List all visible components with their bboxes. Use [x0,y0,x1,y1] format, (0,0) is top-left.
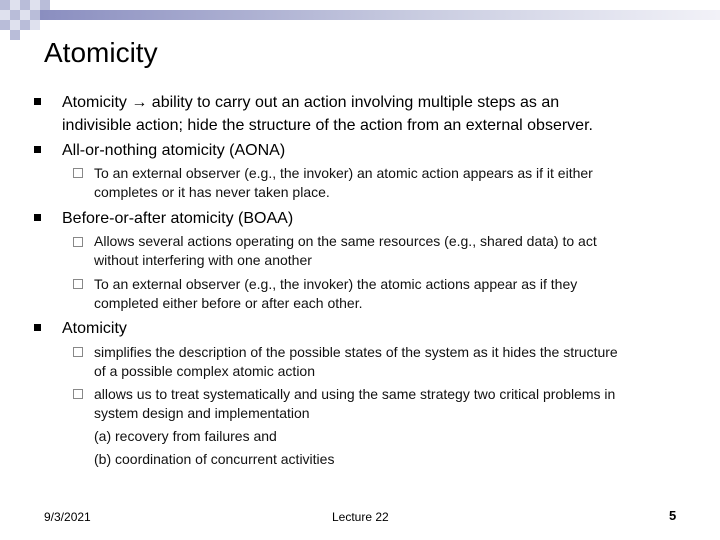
bullet-1-line2: indivisible action; hide the structure of the action from an external observer. [62,117,593,134]
bullet-3-sub-1-line1: Allows several actions operating on the same resources (e.g., shared data) to act [94,233,597,249]
bullet-4-sub-2-line2: system design and implementation [94,405,310,421]
right-arrow-icon: → [131,94,148,111]
bullet-2-text: All-or-nothing atomicity (AONA) [62,142,286,159]
bullet-1-line1 [62,91,559,114]
header-grid-decoration [0,0,720,40]
bullet-4-extra-2: (b) coordination of concurrent activities [94,451,335,467]
footer-date: 9/3/2021 [44,510,91,524]
bullet-4-text: Atomicity [62,320,127,337]
bullet-square-icon [34,98,41,105]
slide-title: Atomicity [44,37,158,68]
bullet-3-sub-2-line2: completed either before or after each other. [94,295,363,311]
bullet-square-icon [34,214,41,221]
bullet-1-lead: Atomicity [62,94,127,111]
bullet-3-sub-1-line2: without interfering with one another [94,252,312,268]
page-number: 5 [669,508,677,523]
sub-bullet-box-icon [73,279,83,289]
sub-bullet-box-icon [73,347,83,357]
bullet-4-sub-2-line1: allows us to treat systematically and using the same strategy two critical problems in [94,386,616,402]
bullet-4-extra-1: (a) recovery from failures and [94,428,277,444]
footer-lecture: Lecture 22 [332,510,389,524]
sub-bullet-box-icon [73,168,83,178]
bullet-square-icon [34,324,41,331]
bullet-square-icon [34,146,41,153]
bullet-3-sub-2-line1: To an external observer (e.g., the invoker) the atomic actions appear as if they [94,276,578,292]
bullet-3-text: Before-or-after atomicity (BOAA) [62,210,294,227]
bullet-1-text: ability to carry out an action involving multiple steps as an [147,94,560,111]
sub-bullet-box-icon [73,389,83,399]
bullet-2-sub-1-line1: To an external observer (e.g., the invoker) an atomic action appears as if it either [94,165,593,181]
bullet-2-sub-1-line2: completes or it has never taken place. [94,184,330,200]
sub-bullet-box-icon [73,237,83,247]
bullet-4-sub-1-line1: simplifies the description of the possible states of the system as it hides the structure [94,344,618,360]
bullet-4-sub-1-line2: of a possible complex atomic action [94,363,315,379]
